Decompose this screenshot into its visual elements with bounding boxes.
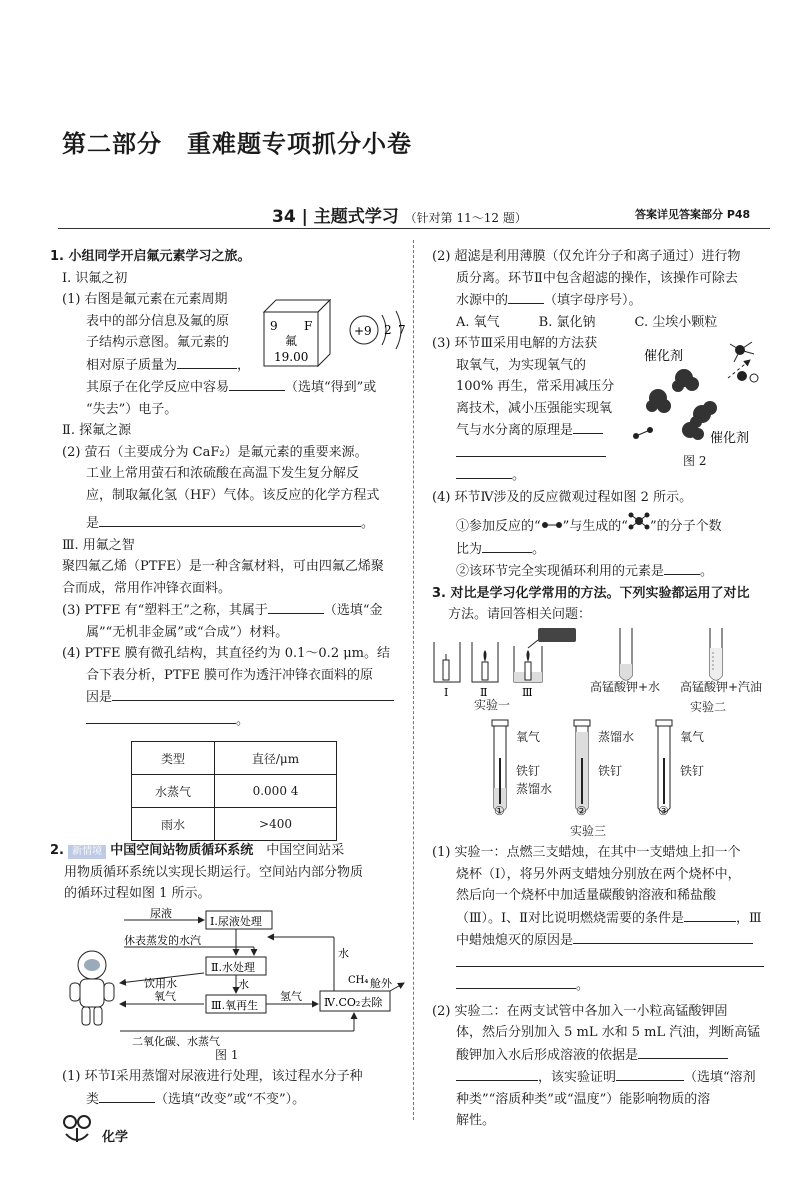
svg-text:催化剂: 催化剂 [710, 431, 750, 446]
answer-blank[interactable] [638, 1044, 728, 1059]
q1-2-line-a: (2) 萤石（主要成分为 CaF₂）是氟元素的重要来源。 [62, 444, 368, 460]
experiment-2-caption: 实验二 [690, 700, 727, 714]
q2-1-line-b: 类 （选填“改变”或“不变”）。 [62, 1088, 412, 1111]
table-cell: 0.000 4 [215, 775, 337, 808]
q2-3-line-d: 离技术，减小压强能实现氧 [456, 400, 613, 416]
methane-molecule-icon [730, 342, 754, 362]
svg-text:水: 水 [338, 947, 349, 960]
table-row [132, 808, 337, 841]
q3-2-line-e: 种类”“溶质种类”或“温度”）能影响物质的溶 [456, 1091, 711, 1107]
q1-part2-heading: Ⅱ. 探氟之源 [62, 423, 132, 438]
exp3-tube1-number: ① [494, 804, 505, 818]
q3-1-line-c: 然后向一个烧杯中加适量碳酸钠溶液和稀盐酸 [456, 888, 717, 903]
svg-text:Ⅰ: Ⅰ [444, 686, 449, 699]
h2-molecule-icon [633, 427, 653, 439]
q1-3-intro-b: 合而成，常用作冲锋衣面料。 [62, 580, 232, 596]
element-symbol: F [304, 319, 313, 333]
table-cell: 雨水 [132, 808, 215, 841]
q1-3-intro-a: 聚四氟乙烯（PTFE）是一种含氟材料，可由四氟乙烯聚 [62, 559, 384, 574]
q2-line-b: 用物质循环系统以实现长期运行。空间站内部分物质 [64, 864, 364, 880]
svg-text:二氧化碳、水蒸气: 二氧化碳、水蒸气 [132, 1035, 220, 1048]
figure-2-reaction-diagram [630, 338, 775, 458]
q2-3-line-g: 。 [432, 464, 772, 487]
svg-text:水: 水 [238, 978, 249, 991]
beaker-2 [472, 642, 498, 682]
answer-blank[interactable] [573, 419, 603, 434]
q3-2-line-d: ，该实验证明 （选填“溶剂 [432, 1066, 772, 1089]
q1-1-line-d: 相对原子质量为 ， [50, 354, 410, 377]
q2-3-line-a: (3) 环节Ⅲ采用电解的方法获 [432, 336, 598, 351]
q3-1-line-a: (1) 实验一：点燃三支蜡烛，在其中一支蜡烛上扣一个 [432, 845, 741, 860]
svg-text:Ⅰ.尿液处理: Ⅰ.尿液处理 [210, 915, 262, 928]
q1-3-line-a: (3) PTFE 有“塑料王”之称，其属于 （选填“金 [50, 599, 410, 622]
answer-blank[interactable] [573, 929, 753, 944]
test-tube-3 [656, 720, 672, 812]
exp3-tube3-label-oxygen: 氧气 [680, 730, 705, 744]
q2-line-a: 2. 新情境 中国空间站物质循环系统 中国空间站采 [50, 843, 345, 858]
product-molecule-icon [628, 512, 650, 530]
q1-1-line-b: 表中的部分信息及氟的原 [86, 313, 230, 329]
answer-blank[interactable] [456, 974, 576, 989]
svg-text:催化剂: 催化剂 [644, 349, 684, 364]
q3-2-line-c: 酸钾加入水后形成溶液的依据是 [432, 1044, 772, 1067]
q2-2-line-c: 水源中的 （填字母序号）。 [432, 289, 772, 312]
figure-1-caption: 图 1 [215, 1048, 239, 1062]
exp3-tube2-number: ② [576, 804, 587, 818]
svg-text:Ⅲ: Ⅲ [522, 686, 533, 699]
q3-1-line-b: 烧杯（Ⅰ），将另外两支蜡烛分别放在两个烧杯中， [456, 866, 741, 882]
beaker-1 [434, 642, 460, 682]
q1-2-line-d: 是 。 [50, 512, 410, 535]
co2-molecule-icon [737, 371, 758, 382]
q1-2-line-c: 应，制取氟化氢（HF）气体。该反应的化学方程式 [86, 487, 380, 503]
q2-line-c: 的循环过程如图 1 所示。 [64, 886, 211, 901]
q2-4-line-b: ①参加反应的“ ”与生成的“ ”的分子个数 [432, 512, 772, 538]
element-mass: 19.00 [274, 350, 309, 364]
svg-text:CH₄: CH₄ [348, 975, 369, 986]
q3-sub-questions [432, 842, 772, 1132]
svg-text:氧气: 氧气 [154, 990, 176, 1003]
section-number: 34 [272, 207, 296, 227]
q2-3-line-e: 气与水分离的原理是 [432, 419, 772, 442]
answer-blank[interactable] [268, 599, 324, 614]
q1-4-line-a: (4) PTFE 膜有微孔结构，其直径约为 0.1～0.2 μm。结 [62, 646, 390, 661]
svg-text:Ⅱ: Ⅱ [480, 686, 488, 699]
shell-2-electrons: 7 [398, 323, 406, 337]
element-name: 氟 [285, 334, 298, 348]
q3-line-a: 3. 对比是学习化学常用的方法。下列实验都运用了对比 [432, 585, 750, 601]
answer-blank[interactable] [86, 709, 236, 724]
q3-line-b: 方法。请回答相关问题： [448, 607, 592, 622]
q2-2-line-a: (2) 超滤是利用薄膜（仅允许分子和离子通过）进行物 [432, 249, 741, 264]
experiment-3-caption: 实验三 [570, 824, 607, 838]
reactant-molecule-icon [541, 520, 563, 530]
experiment-1-diagram [430, 622, 580, 700]
element-cell [262, 298, 332, 368]
q1-1-line-a: (1) 右图是氟元素在元素周期 [62, 292, 228, 307]
figure-1-cycle-diagram [58, 905, 410, 1061]
table-header: 直径/μm [215, 742, 337, 775]
table-row [132, 775, 337, 808]
exp3-tube1-label-nail: 铁钉 [516, 764, 541, 778]
exp3-tube3-number: ③ [658, 804, 669, 818]
q3-1-line-g: 。 [432, 974, 772, 997]
table-cell: >400 [215, 808, 337, 841]
q2-4-line-d: ②该环节完全实现循环利用的元素是 。 [432, 560, 772, 583]
q2-3-line-c: 100% 再生，常采用减压分 [456, 379, 615, 394]
q3-1-line-f [432, 952, 772, 975]
beaker-3 [514, 628, 576, 682]
q1-4-line-d: 。 [50, 709, 410, 732]
answer-blank[interactable] [99, 512, 361, 527]
experiment-2-label-gasoline: 高锰酸钾+汽油 [680, 680, 763, 694]
astronaut-icon [70, 951, 114, 1025]
answer-blank[interactable] [456, 442, 606, 457]
nucleus-charge: +9 [354, 324, 372, 338]
q1-1-line-f: “失去”）电子。 [86, 401, 178, 417]
table-header: 类型 [132, 742, 215, 775]
q1-2-line-b: 工业上常用萤石和浓硫酸在高温下发生复分解反 [86, 466, 360, 481]
svg-text:Ⅱ.水处理: Ⅱ.水处理 [211, 961, 255, 974]
svg-text:休表蒸发的水汽: 休表蒸发的水汽 [124, 934, 201, 947]
test-tube-1 [492, 720, 508, 812]
answer-blank[interactable] [616, 1066, 684, 1081]
answer-blank[interactable] [177, 354, 237, 369]
shell-1-electrons: 2 [384, 323, 392, 337]
svg-text:Ⅳ.CO₂去除: Ⅳ.CO₂去除 [324, 996, 383, 1009]
table-cell: 水蒸气 [132, 775, 215, 808]
answer-blank[interactable] [664, 560, 700, 575]
diameter-table [131, 741, 337, 841]
figure-2-caption: 图 2 [683, 454, 707, 468]
column-divider [413, 240, 414, 1120]
answer-blank[interactable] [508, 289, 544, 304]
exp3-tube3-label-nail: 铁钉 [680, 764, 705, 778]
q1-4-line-b: 合下表分析，PTFE 膜可作为透汗冲锋衣面料的原 [86, 667, 374, 683]
experiment-2-label-water: 高锰酸钾+水 [590, 680, 661, 694]
experiment-1-caption: 实验一 [474, 698, 511, 712]
q2-2-line-b: 质分离。环节Ⅱ中包含超滤的操作，该操作可除去 [456, 270, 738, 286]
experiment-2-diagram [610, 626, 730, 686]
answer-blank[interactable] [229, 376, 285, 391]
test-tube-gasoline [710, 628, 722, 680]
answer-blank[interactable] [482, 538, 532, 553]
element-number: 9 [270, 319, 278, 333]
q1-4-line-c: 因是 [50, 686, 410, 709]
section-title [272, 202, 527, 227]
q2-3-line-b: 取氧气，为实现氧气的 [456, 357, 587, 373]
atom-structure-diagram [346, 305, 408, 355]
svg-text:Ⅲ.氧再生: Ⅲ.氧再生 [211, 999, 259, 1012]
answer-blank[interactable] [456, 464, 512, 479]
q2-4-line-c: 比为 。 [432, 538, 772, 561]
svg-text:尿液: 尿液 [150, 907, 172, 920]
q3-1-line-d: （Ⅲ）。Ⅰ、Ⅱ对比说明燃烧需要的条件是 ，Ⅲ [432, 907, 772, 930]
exp3-tube2-label-water: 蒸馏水 [598, 730, 635, 744]
section-name: 主题式学习 [313, 207, 399, 227]
answer-blank[interactable] [456, 952, 764, 967]
q3-2-line-b: 体，然后分别加入 5 mL 水和 5 mL 汽油，判断高锰 [456, 1025, 761, 1040]
exp3-tube1-label-water: 蒸馏水 [516, 782, 553, 796]
q1-part1-heading: Ⅰ. 识氟之初 [62, 270, 128, 286]
svg-text:舱外: 舱外 [370, 977, 392, 990]
q2-1 [62, 1066, 412, 1110]
q3-2-line-f: 解性。 [456, 1113, 496, 1128]
answer-blank[interactable] [99, 1088, 155, 1103]
q2-1-line-a: (1) 环节Ⅰ采用蒸馏对尿液进行处理，该过程水分子种 [62, 1069, 363, 1084]
q1-1-line-c: 子结构示意图。氟元素的 [86, 335, 230, 350]
answer-blank[interactable] [112, 686, 394, 701]
svg-text:饮用水: 饮用水 [144, 977, 177, 990]
test-tube-2 [574, 720, 590, 812]
q1-1-line-e: 其原子在化学反应中容易 （选填“得到”或 [50, 376, 410, 399]
svg-text:氢气: 氢气 [280, 990, 302, 1003]
exp3-tube2-label-nail: 铁钉 [598, 764, 623, 778]
section-divider: | [301, 207, 308, 227]
q2-2-options: A. 氧气 B. 氯化钠 C. 尘埃小颗粒 [456, 314, 718, 330]
answer-blank[interactable] [684, 907, 736, 922]
header-rule [58, 228, 770, 229]
q1-3-line-b: 属”“无机非金属”或“合成”）材料。 [86, 624, 289, 640]
part-title: 第二部分 重难题专项抓分小卷 [62, 130, 412, 158]
table-header-row [132, 742, 337, 775]
q1-part3-heading: Ⅲ. 用氟之智 [62, 537, 135, 553]
q2-4-line-a: (4) 环节Ⅳ涉及的反应微观过程如图 2 所示。 [432, 489, 693, 505]
answer-blank[interactable] [456, 1066, 538, 1081]
new-context-tag: 新情境 [68, 845, 106, 859]
q1-intro: 1. 小组同学开启氟元素学习之旅。 [50, 249, 251, 264]
q3-2-line-a: (2) 实验二：在两支试管中各加入一小粒高锰酸钾固 [432, 1003, 728, 1019]
footer-subject: 化学 [102, 1130, 129, 1145]
test-tube-water [620, 628, 632, 680]
footer-mascot-icon [58, 1112, 98, 1148]
answer-reference: 答案详见答案部分 P48 [635, 208, 751, 221]
section-scope: （针对第 11～12 题） [404, 211, 527, 225]
exp3-tube1-label-oxygen: 氧气 [516, 730, 541, 744]
q2-intro [50, 840, 410, 905]
q3-1-line-e: 中蜡烛熄灭的原因是 [432, 929, 772, 952]
